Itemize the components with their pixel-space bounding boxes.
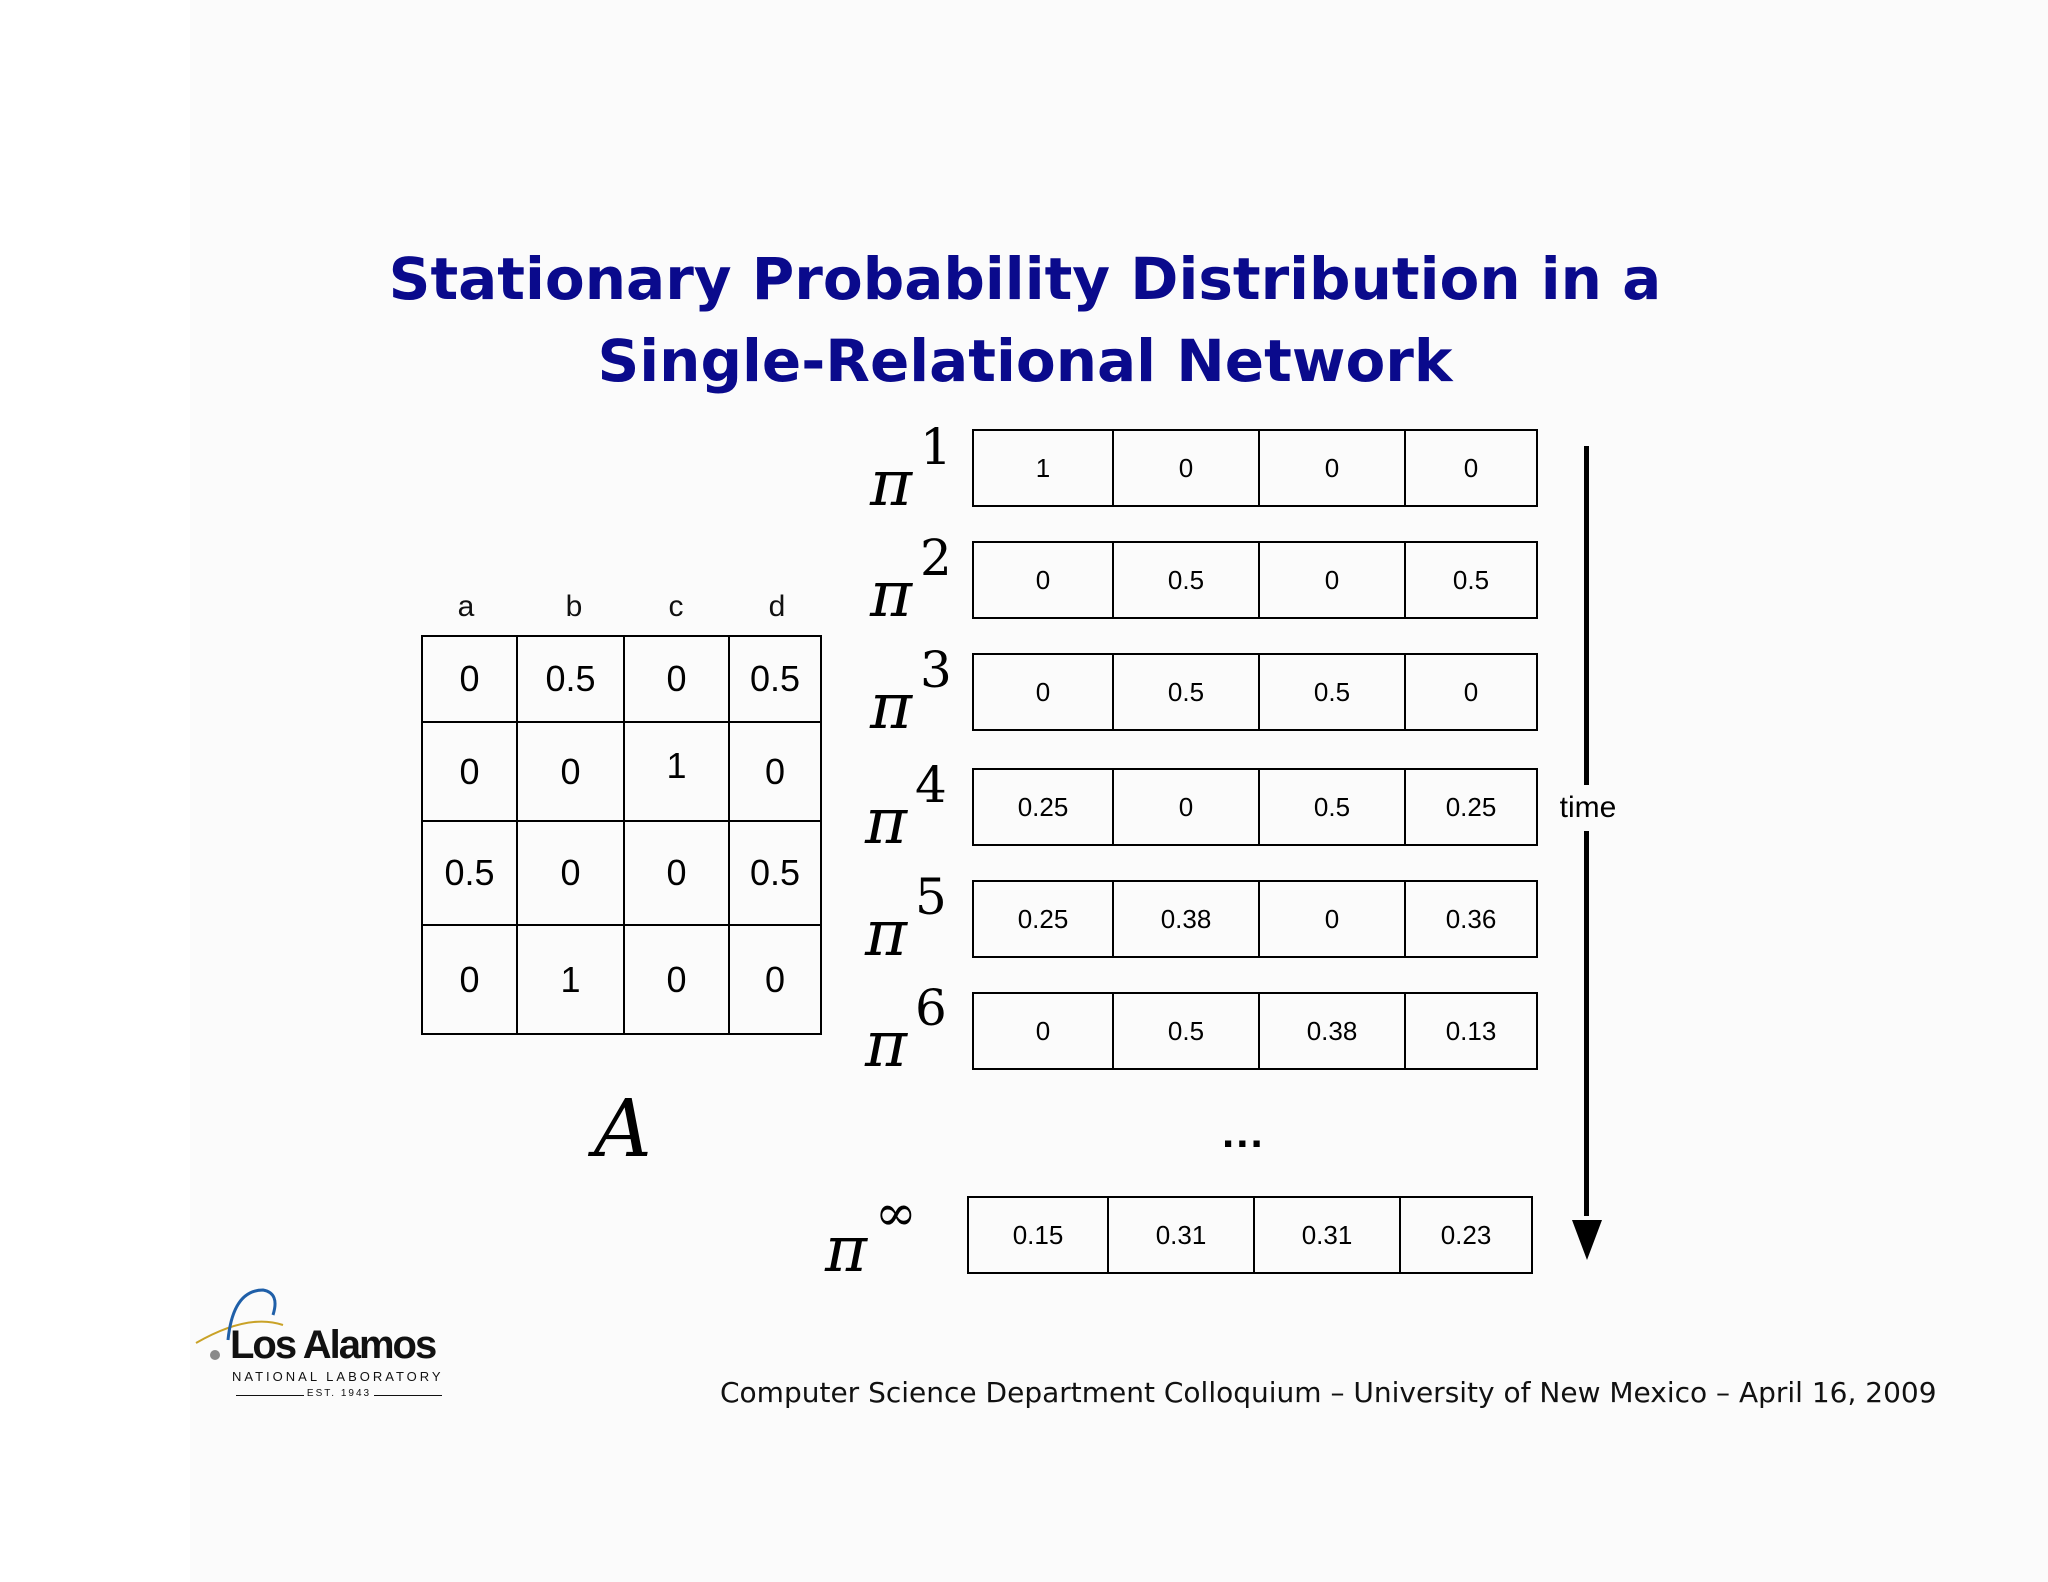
vector-cell: 0.38	[1160, 903, 1212, 934]
pi-symbol: π	[865, 785, 908, 859]
limit-probability-vector	[967, 1196, 1533, 1274]
matrix-cell: 0	[560, 750, 581, 792]
vector-cell: 0	[1178, 452, 1194, 483]
logo-rule	[374, 1395, 442, 1396]
matrix-cell: 0	[666, 958, 687, 1000]
vector-cell: 0.25	[1445, 791, 1497, 822]
vector-cell: 0	[1035, 676, 1051, 707]
vector-cell: 0.36	[1445, 903, 1497, 934]
pi-label	[870, 641, 952, 744]
vector-cell: 0	[1035, 1015, 1051, 1046]
pi-symbol: π	[865, 1008, 908, 1082]
matrix-cell: 0	[764, 958, 786, 1000]
vector-cell: 0.5	[1167, 676, 1205, 707]
pi-label	[865, 756, 947, 859]
matrix-name: A	[594, 1082, 652, 1175]
title-line-2: Single-Relational Network	[597, 327, 1453, 395]
logo-established: EST. 1943	[306, 1388, 372, 1399]
matrix-cell: 0	[764, 750, 786, 792]
pi-label	[870, 418, 952, 521]
vector-cell: 0.15	[1012, 1219, 1064, 1250]
matrix-cell: 0	[666, 852, 687, 893]
vector-cell: 0.31	[1301, 1219, 1353, 1250]
vector-cell: 0.38	[1306, 1015, 1358, 1046]
pi-symbol: π	[865, 897, 908, 971]
vector-cell: 0	[1463, 676, 1479, 707]
vector-cell: 0	[1463, 452, 1479, 483]
vector-cell: 0.5	[1313, 791, 1351, 822]
vector-cell: 0.31	[1155, 1219, 1207, 1250]
matrix-cell: 0.5	[749, 852, 801, 893]
vector-cell: 0	[1035, 564, 1051, 595]
probability-vector	[972, 653, 1538, 731]
probability-vector	[972, 992, 1538, 1070]
pi-exponent: 2	[920, 529, 952, 587]
vector-cell: 0	[1324, 564, 1340, 595]
logo-name: Los Alamos	[230, 1323, 436, 1367]
probability-vector	[972, 429, 1538, 507]
probability-vector	[972, 768, 1538, 846]
pi-exponent: 5	[915, 868, 947, 926]
pi-label	[870, 529, 952, 632]
slide-title	[340, 238, 1710, 402]
vector-cell: 0	[1178, 791, 1194, 822]
vector-cell: 0.5	[1313, 676, 1351, 707]
title-line-1: Stationary Probability Distribution in a	[388, 245, 1662, 313]
slide-footer: Computer Science Department Colloquium – University of New Mexico – April 16, 2009	[720, 1376, 1937, 1409]
matrix-cell: 0	[459, 958, 480, 1000]
matrix-column-label: b	[565, 590, 583, 623]
pi-exponent: 3	[920, 641, 952, 699]
matrix-cell: 1	[560, 958, 581, 1000]
matrix-cell: 0.5	[444, 852, 495, 893]
time-arrow-head	[1572, 1220, 1602, 1260]
vector-cell: 0	[1324, 452, 1340, 483]
pi-exponent: ∞	[875, 1184, 917, 1242]
probability-vector	[972, 880, 1538, 958]
vector-cell: 0.23	[1440, 1219, 1492, 1250]
vector-cell: 0.13	[1445, 1015, 1497, 1046]
logo-subtitle: NATIONAL LABORATORY	[232, 1369, 444, 1384]
matrix-cell: 1	[666, 744, 687, 786]
matrix-cell: 0	[459, 750, 480, 792]
pi-symbol: π	[870, 670, 913, 744]
vector-cell: 1	[1035, 452, 1051, 483]
adjacency-matrix	[421, 635, 822, 1035]
time-label: time	[1548, 785, 1628, 831]
matrix-cell: 0.5	[545, 658, 596, 699]
los-alamos-logo	[188, 1285, 448, 1405]
matrix-column-label: a	[457, 590, 475, 623]
matrix-cell: 0.5	[749, 658, 801, 699]
ellipsis: ...	[1222, 1108, 1265, 1157]
vector-cell: 0.5	[1452, 564, 1490, 595]
pi-label	[865, 868, 947, 971]
matrix-column-label: c	[668, 590, 684, 623]
vector-cell: 0	[1324, 903, 1340, 934]
vector-cell: 0.5	[1167, 1015, 1205, 1046]
pi-exponent: 6	[915, 979, 947, 1037]
pi-symbol: π	[870, 447, 913, 521]
pi-symbol: π	[825, 1213, 868, 1287]
matrix-cell: 0	[459, 658, 480, 699]
pi-symbol: π	[870, 558, 913, 632]
matrix-cell: 0	[560, 852, 581, 893]
pi-label	[865, 979, 947, 1082]
pi-label	[825, 1184, 917, 1287]
pi-exponent: 1	[920, 418, 952, 476]
probability-vector	[972, 541, 1538, 619]
vector-cell: 0.5	[1167, 564, 1205, 595]
matrix-cell: 0	[666, 658, 687, 699]
vector-cell: 0.25	[1017, 791, 1069, 822]
time-arrow-shaft	[1584, 446, 1589, 1216]
vector-cell: 0.25	[1017, 903, 1069, 934]
pi-exponent: 4	[915, 756, 947, 814]
matrix-column-label: d	[768, 590, 786, 623]
